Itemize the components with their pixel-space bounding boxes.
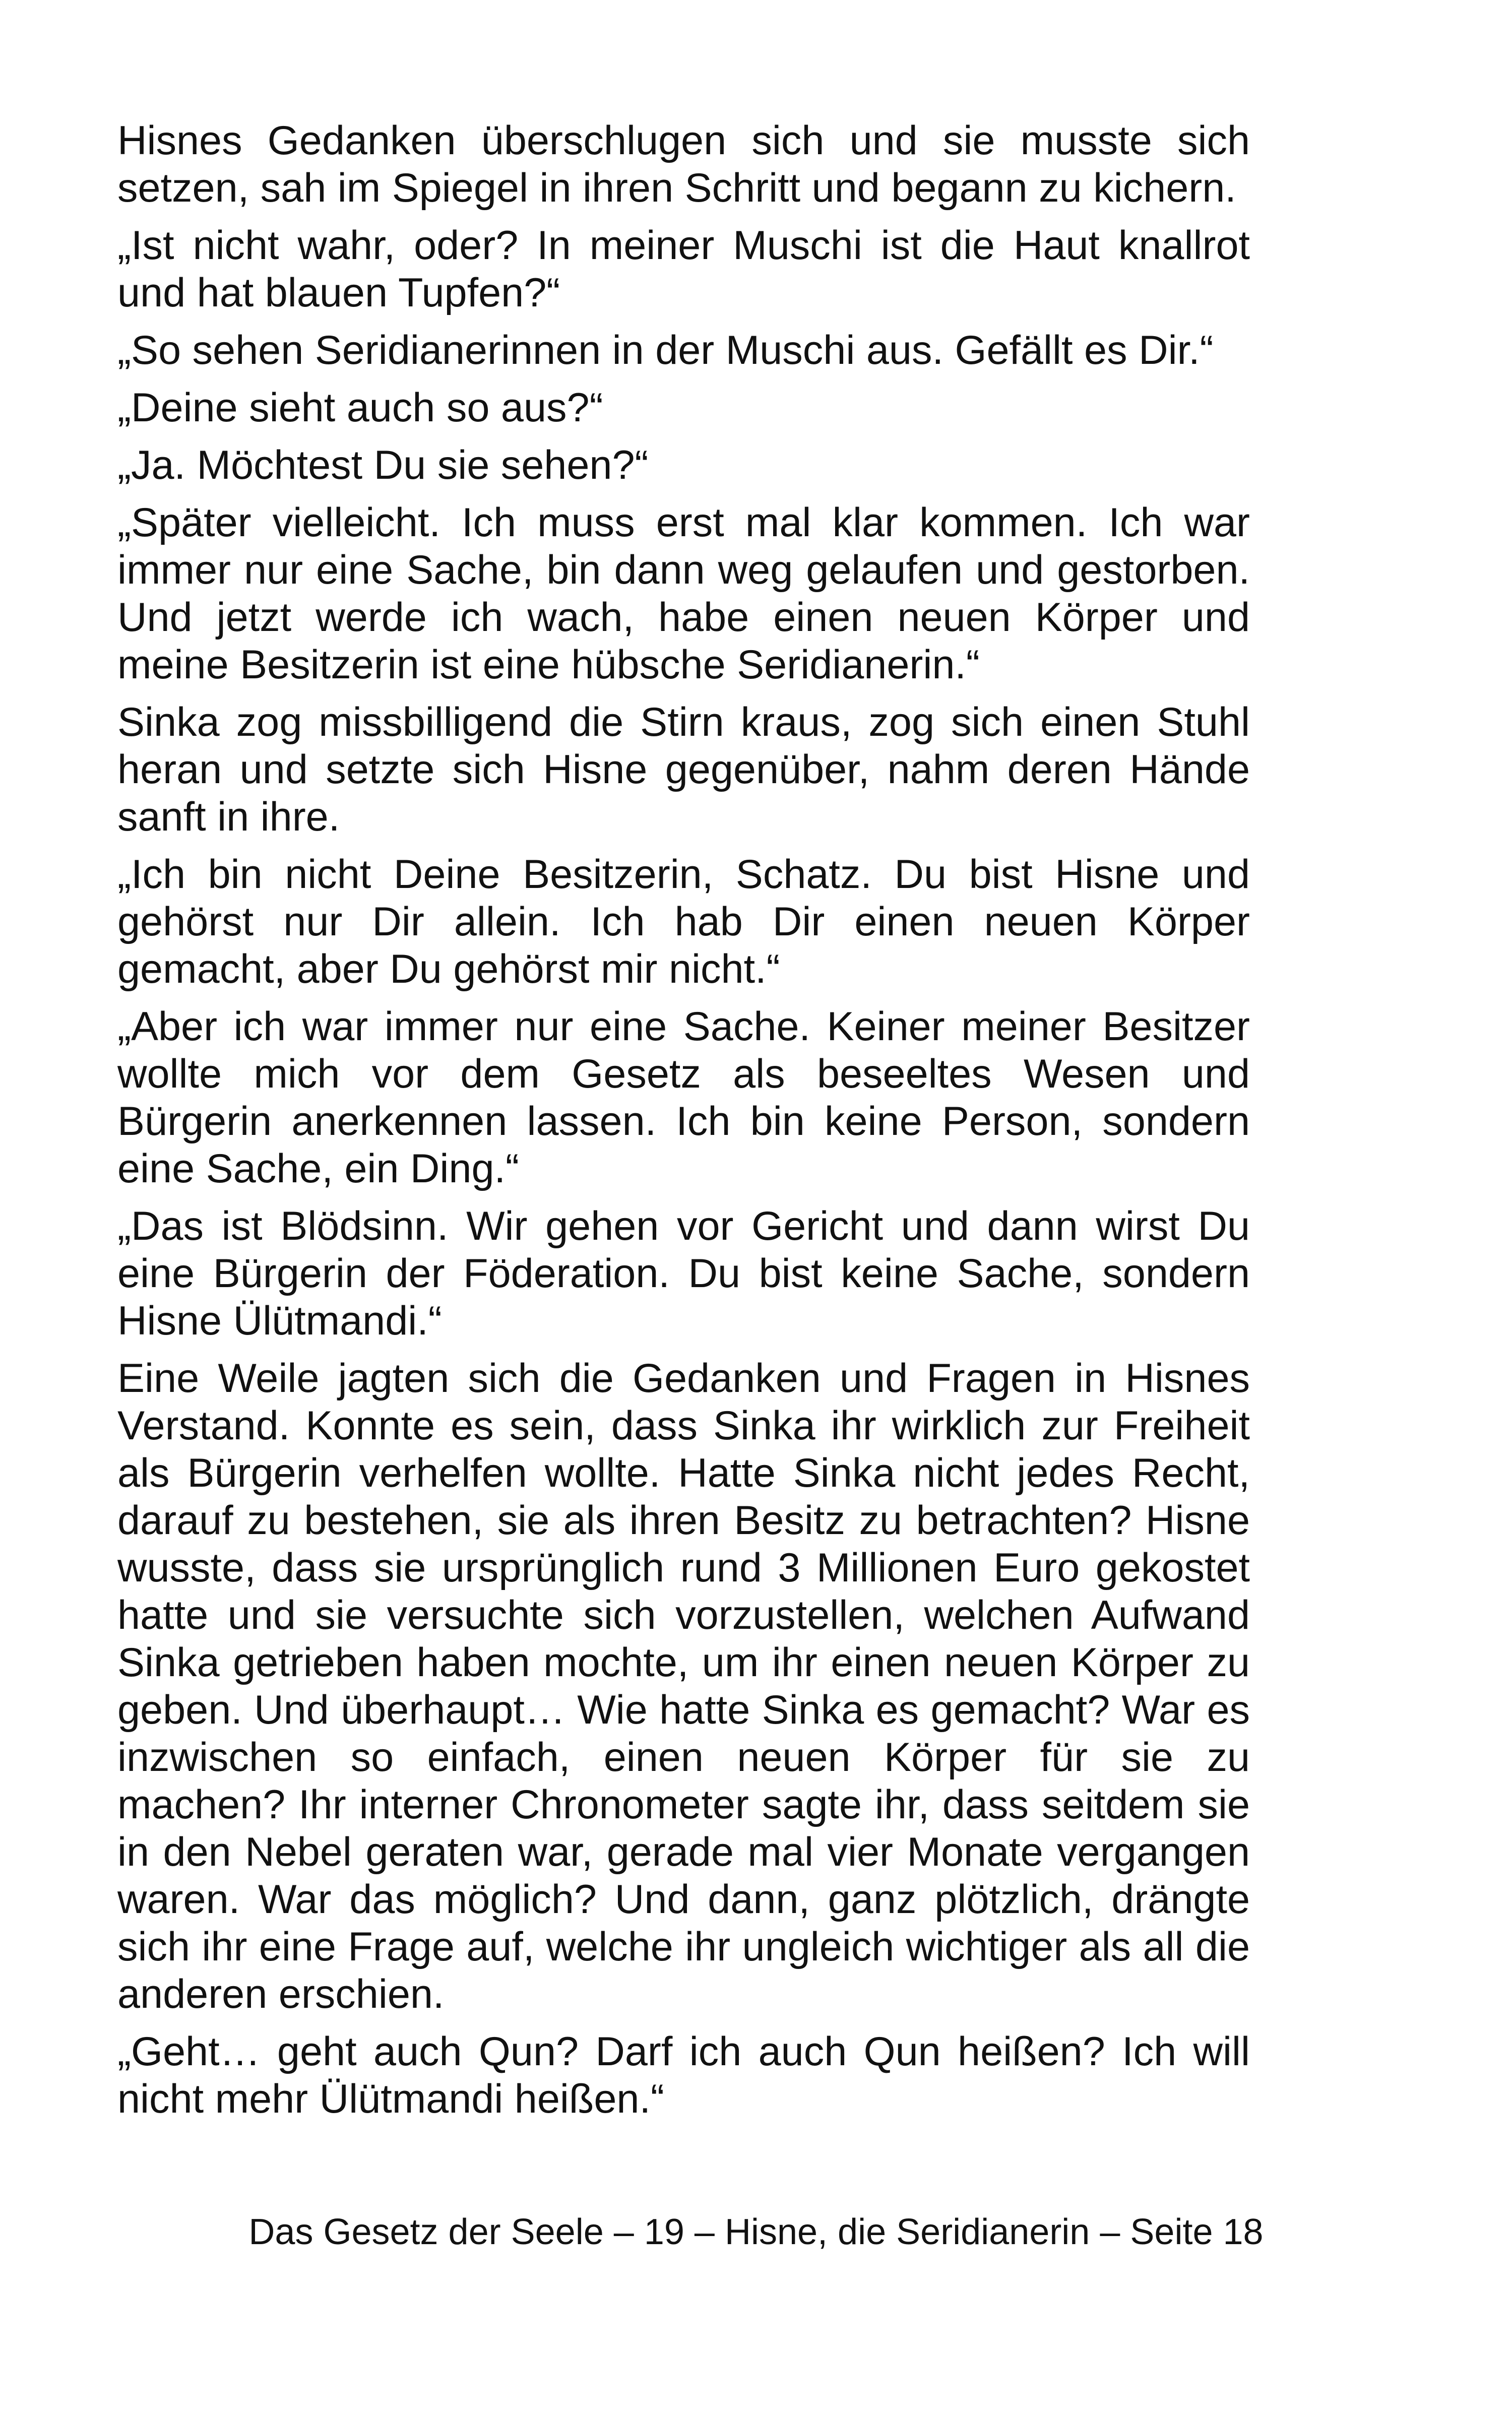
page-footer: Das Gesetz der Seele – 19 – Hisne, die Seridianerin – Seite 18: [248, 2212, 1264, 2252]
paragraph: „Geht… geht auch Qun? Darf ich auch Qun heißen? Ich will nicht mehr Ülütmandi heißen.“: [117, 2029, 1250, 2122]
paragraph: „Deine sieht auch so aus?“: [117, 385, 603, 430]
paragraph: „So sehen Seridianerinnen in der Muschi aus. Gefällt es Dir.“: [117, 328, 1214, 373]
paragraph: Sinka zog missbilligend die Stirn kraus, zog sich einen Stuhl heran und setzte sich Hisne gegenüber, nahm deren Hände sanft in ihre.: [117, 699, 1250, 840]
paragraph: „Ist nicht wahr, oder? In meiner Muschi ist die Haut knallrot und hat blauen Tupfen?“: [117, 223, 1250, 315]
page-body-text: [117, 117, 1250, 2133]
paragraph: Hisnes Gedanken überschlugen sich und sie musste sich setzen, sah im Spiegel in ihren Schritt und begann zu kichern.: [117, 118, 1250, 211]
paragraph: Eine Weile jagten sich die Gedanken und Fragen in Hisnes Verstand. Konnte es sein, dass Sinka ihr wirklich zur Freiheit als Bürgerin verhelfen wollte. Hatte Sinka nicht jedes Recht, darauf zu bestehen, sie als ihren Besitz zu betrachten? Hisne wusste, dass sie ursprünglich rund 3 Millionen Euro gekostet hatte und sie versuchte sich vorzustellen, welchen Aufwand Sinka getrieben haben mochte, um ihr einen neuen Körper zu geben. Und überhaupt… Wie hatte Sinka es gemacht? War es inzwischen so einfach, einen neuen Körper für sie zu machen? Ihr interner Chronometer sagte ihr, dass seitdem sie in den Nebel geraten war, gerade mal vier Monate vergangen waren. War das möglich? Und dann, ganz plötzlich, drängte sich ihr eine Frage auf, welche ihr ungleich wichtiger als all die anderen erschien.: [117, 1356, 1250, 2017]
paragraph: „Ja. Möchtest Du sie sehen?“: [117, 442, 649, 488]
paragraph: „Später vielleicht. Ich muss erst mal klar kommen. Ich war immer nur eine Sache, bin dann weg gelaufen und gestorben. Und jetzt werde ich wach, habe einen neuen Körper und meine Besitzerin ist eine hübsche Seridianerin.“: [117, 500, 1250, 687]
paragraph: „Das ist Blödsinn. Wir gehen vor Gericht und dann wirst Du eine Bürgerin der Föderation. Du bist keine Sache, sondern Hisne Ülütmandi.“: [117, 1203, 1250, 1344]
paragraph: „Ich bin nicht Deine Besitzerin, Schatz. Du bist Hisne und gehörst nur Dir allein. Ich hab Dir einen neuen Körper gemacht, aber Du gehörst mir nicht.“: [117, 852, 1250, 992]
paragraph: „Aber ich war immer nur eine Sache. Keiner meiner Besitzer wollte mich vor dem Gesetz als beseeltes Wesen und Bürgerin anerkennen lassen. Ich bin keine Person, sondern eine Sache, ein Ding.“: [117, 1004, 1250, 1191]
